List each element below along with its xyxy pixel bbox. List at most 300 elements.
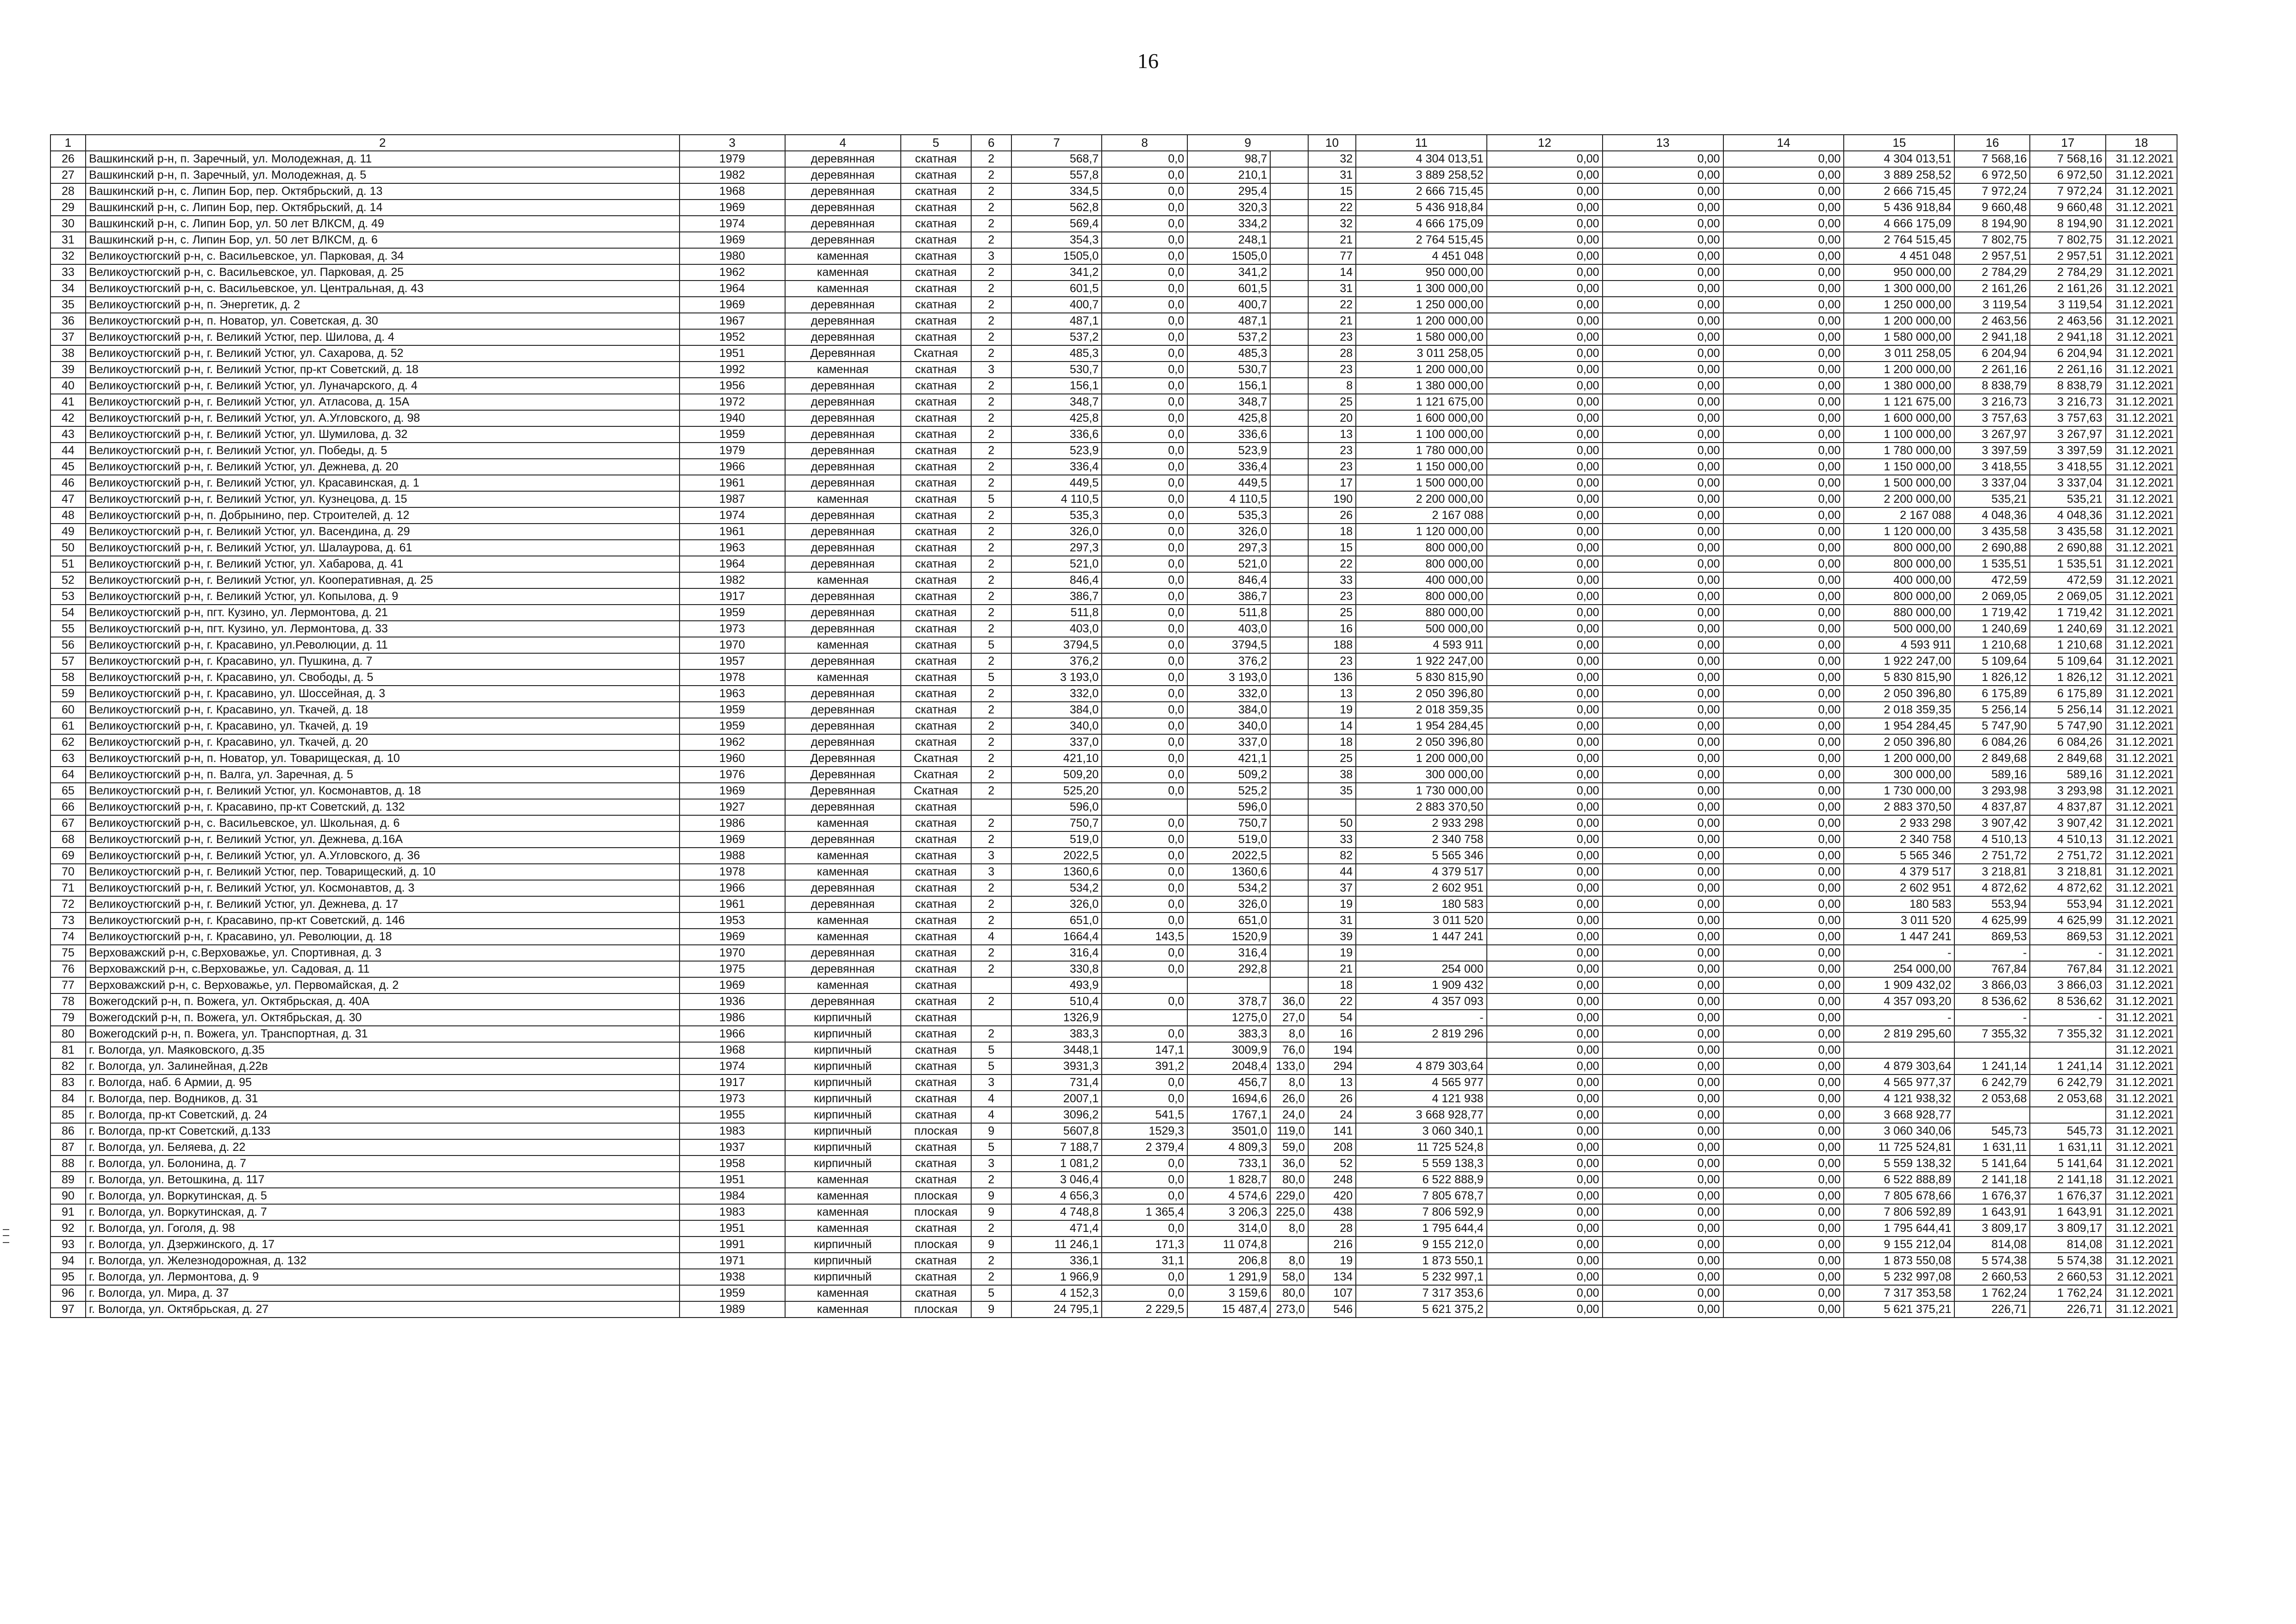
cell-col-11: 3 060 340,1 [1356,1123,1487,1139]
cell-col-13: 0,00 [1603,929,1723,945]
cell-col-18: 31.12.2021 [2106,864,2177,880]
cell-col-15: 1 200 000,00 [1844,362,1954,378]
cell-col-17: 2 463,56 [2030,313,2105,329]
cell-col-17: 4 872,62 [2030,880,2105,896]
cell-col-12: 0,00 [1487,945,1603,961]
cell-col-13: 0,00 [1603,1220,1723,1237]
cell-col-6: 2 [971,329,1011,345]
cell-col-9-sub [1270,977,1308,993]
table-row [50,880,2177,896]
cell-col-11: 254 000 [1356,961,1487,977]
cell-col-7: 403,0 [1011,621,1102,637]
cell-col-8: 0,0 [1102,718,1187,734]
cell-col-1: 45 [50,459,86,475]
cell-col-8: 0,0 [1102,653,1187,669]
cell-col-1: 33 [50,264,86,281]
cell-col-8 [1102,977,1187,993]
cell-col-1: 59 [50,686,86,702]
cell-col-7: 384,0 [1011,702,1102,718]
cell-col-14: 0,00 [1723,880,1844,896]
cell-col-12: 0,00 [1487,151,1603,167]
cell-col-1: 52 [50,572,86,588]
cell-col-15: 1 447 241 [1844,929,1954,945]
cell-col-5: скатная [901,410,971,426]
cell-col-18: 31.12.2021 [2106,232,2177,248]
cell-col-7: 525,20 [1011,783,1102,799]
cell-col-14: 0,00 [1723,1204,1844,1220]
cell-col-4: каменная [785,281,901,297]
cell-col-3: 1960 [680,750,785,767]
cell-col-15: 2 018 359,35 [1844,702,1954,718]
cell-col-12: 0,00 [1487,410,1603,426]
cell-col-17: 3 435,58 [2030,524,2105,540]
cell-col-7: 535,3 [1011,507,1102,524]
cell-col-17: 1 826,12 [2030,669,2105,686]
cell-col-12: 0,00 [1487,702,1603,718]
cell-col-9: 156,1 [1187,378,1270,394]
cell-col-9: 485,3 [1187,345,1270,362]
cell-col-3: 1959 [680,702,785,718]
cell-col-15: 4 666 175,09 [1844,216,1954,232]
cell-col-7: 400,7 [1011,297,1102,313]
cell-col-14: 0,00 [1723,475,1844,491]
address-cell: Великоустюгский р-н, г. Великий Устюг, ул. Луначарского, д. 4 [86,378,679,394]
cell-col-13: 0,00 [1603,507,1723,524]
cell-col-7: 449,5 [1011,475,1102,491]
cell-col-9: 449,5 [1187,475,1270,491]
cell-col-16: 9 660,48 [1954,200,2030,216]
table-row [50,1285,2177,1301]
cell-col-9-sub [1270,394,1308,410]
cell-col-5: скатная [901,572,971,588]
address-cell: г. Вологда, ул. Лермонтова, д. 9 [86,1269,679,1285]
table-row [50,491,2177,507]
cell-col-10: 16 [1308,1026,1356,1042]
cell-col-11: 1 447 241 [1356,929,1487,945]
table-row [50,718,2177,734]
cell-col-4: каменная [785,572,901,588]
cell-col-13: 0,00 [1603,653,1723,669]
address-cell: Верховажский р-н, с.Верховажье, ул. Спортивная, д. 3 [86,945,679,961]
cell-col-13: 0,00 [1603,945,1723,961]
cell-col-15: 180 583 [1844,896,1954,912]
cell-col-4: кирпичный [785,1010,901,1026]
cell-col-16: 6 972,50 [1954,167,2030,183]
cell-col-11: 6 522 888,9 [1356,1172,1487,1188]
cell-col-9-sub [1270,686,1308,702]
column-header-8: 8 [1102,135,1187,151]
cell-col-5: Скатная [901,345,971,362]
cell-col-5: скатная [901,848,971,864]
address-cell: Великоустюгский р-н, г. Великий Устюг, ул. Кооперативная, д. 25 [86,572,679,588]
cell-col-3: 1938 [680,1269,785,1285]
cell-col-6: 5 [971,1285,1011,1301]
cell-col-3: 1973 [680,621,785,637]
address-cell: Великоустюгский р-н, г. Великий Устюг, ул. Васендина, д. 29 [86,524,679,540]
cell-col-11: 11 725 524,8 [1356,1139,1487,1156]
cell-col-7: 471,4 [1011,1220,1102,1237]
cell-col-15: 2 602 951 [1844,880,1954,896]
cell-col-12: 0,00 [1487,1220,1603,1237]
cell-col-11: 800 000,00 [1356,540,1487,556]
table-row [50,848,2177,864]
cell-col-13: 0,00 [1603,734,1723,750]
cell-col-9-sub: 27,0 [1270,1010,1308,1026]
cell-col-9-sub [1270,232,1308,248]
cell-col-3: 1937 [680,1139,785,1156]
cell-col-8: 0,0 [1102,572,1187,588]
column-header-3: 3 [680,135,785,151]
cell-col-9-sub [1270,945,1308,961]
cell-col-9-sub [1270,183,1308,200]
cell-col-15: 1 500 000,00 [1844,475,1954,491]
cell-col-10: 31 [1308,167,1356,183]
cell-col-10: 19 [1308,945,1356,961]
table-row [50,831,2177,848]
cell-col-12: 0,00 [1487,588,1603,605]
cell-col-9-sub [1270,637,1308,653]
cell-col-17: 3 337,04 [2030,475,2105,491]
cell-col-15: 2 200 000,00 [1844,491,1954,507]
cell-col-18: 31.12.2021 [2106,621,2177,637]
cell-col-11: 2 602 951 [1356,880,1487,896]
cell-col-12: 0,00 [1487,1172,1603,1188]
cell-col-9: 400,7 [1187,297,1270,313]
cell-col-9-sub [1270,459,1308,475]
cell-col-12: 0,00 [1487,1042,1603,1058]
cell-col-8: 0,0 [1102,1026,1187,1042]
cell-col-8: 0,0 [1102,167,1187,183]
cell-col-17: 814,08 [2030,1237,2105,1253]
cell-col-11: 2 666 715,45 [1356,183,1487,200]
table-row [50,767,2177,783]
cell-col-14: 0,00 [1723,653,1844,669]
cell-col-1: 56 [50,637,86,653]
address-cell: Великоустюгский р-н, пгт. Кузино, ул. Лермонтова, д. 21 [86,605,679,621]
cell-col-10: 190 [1308,491,1356,507]
cell-col-13: 0,00 [1603,378,1723,394]
cell-col-5: плоская [901,1188,971,1204]
cell-col-8: 0,0 [1102,426,1187,443]
cell-col-15: 1 150 000,00 [1844,459,1954,475]
address-cell: Великоустюгский р-н, г. Великий Устюг, ул. Дежнева, д. 17 [86,896,679,912]
cell-col-13: 0,00 [1603,540,1723,556]
cell-col-7: 519,0 [1011,831,1102,848]
cell-col-17: 8 536,62 [2030,993,2105,1010]
column-header-15: 15 [1844,135,1954,151]
cell-col-14: 0,00 [1723,799,1844,815]
cell-col-14: 0,00 [1723,1237,1844,1253]
cell-col-11: 1 954 284,45 [1356,718,1487,734]
cell-col-8: 2 229,5 [1102,1301,1187,1318]
cell-col-9: 456,7 [1187,1074,1270,1091]
cell-col-4: кирпичный [785,1139,901,1156]
address-cell: Великоустюгский р-н, п. Энергетик, д. 2 [86,297,679,313]
cell-col-4: кирпичный [785,1042,901,1058]
cell-col-8: 0,0 [1102,1074,1187,1091]
cell-col-15: 3 060 340,06 [1844,1123,1954,1139]
cell-col-12: 0,00 [1487,216,1603,232]
table-row [50,1042,2177,1058]
cell-col-14: 0,00 [1723,167,1844,183]
cell-col-5: скатная [901,524,971,540]
cell-col-1: 65 [50,783,86,799]
cell-col-9-sub [1270,767,1308,783]
cell-col-1: 30 [50,216,86,232]
cell-col-1: 88 [50,1156,86,1172]
cell-col-14: 0,00 [1723,1253,1844,1269]
cell-col-3: 1983 [680,1123,785,1139]
cell-col-16: 869,53 [1954,929,2030,945]
cell-col-9: 326,0 [1187,896,1270,912]
cell-col-5: скатная [901,459,971,475]
cell-col-3: 1958 [680,1156,785,1172]
cell-col-12: 0,00 [1487,443,1603,459]
cell-col-12: 0,00 [1487,281,1603,297]
cell-col-12: 0,00 [1487,1107,1603,1123]
cell-col-6: 2 [971,313,1011,329]
cell-col-9-sub [1270,815,1308,831]
cell-col-16: 3 866,03 [1954,977,2030,993]
cell-col-4: каменная [785,362,901,378]
cell-col-13: 0,00 [1603,475,1723,491]
cell-col-10: 33 [1308,831,1356,848]
cell-col-8: 1529,3 [1102,1123,1187,1139]
cell-col-11: 4 357 093 [1356,993,1487,1010]
cell-col-17: 3 293,98 [2030,783,2105,799]
cell-col-9: 525,2 [1187,783,1270,799]
cell-col-5: скатная [901,880,971,896]
cell-col-16: 767,84 [1954,961,2030,977]
cell-col-5: скатная [901,1107,971,1123]
cell-col-12: 0,00 [1487,1237,1603,1253]
cell-col-15: 1 730 000,00 [1844,783,1954,799]
cell-col-8: 0,0 [1102,831,1187,848]
cell-col-10: 50 [1308,815,1356,831]
cell-col-9 [1187,977,1270,993]
cell-col-3: 1974 [680,216,785,232]
cell-col-13: 0,00 [1603,1026,1723,1042]
address-cell: Великоустюгский р-н, г. Красавино, ул. Ткачей, д. 19 [86,718,679,734]
cell-col-16: 5 256,14 [1954,702,2030,718]
cell-col-9: 750,7 [1187,815,1270,831]
cell-col-9: 537,2 [1187,329,1270,345]
cell-col-12: 0,00 [1487,734,1603,750]
cell-col-7: 3 193,0 [1011,669,1102,686]
cell-col-13: 0,00 [1603,702,1723,718]
cell-col-11: 2 340 758 [1356,831,1487,848]
cell-col-9-sub [1270,621,1308,637]
cell-col-13: 0,00 [1603,313,1723,329]
cell-col-11: 2 167 088 [1356,507,1487,524]
cell-col-17: 1 210,68 [2030,637,2105,653]
cell-col-1: 97 [50,1301,86,1318]
cell-col-16: 589,16 [1954,767,2030,783]
column-header-6: 6 [971,135,1011,151]
cell-col-3: 1940 [680,410,785,426]
cell-col-17: 4 048,36 [2030,507,2105,524]
cell-col-11 [1356,1042,1487,1058]
cell-col-3: 1968 [680,1042,785,1058]
cell-col-11: - [1356,1010,1487,1026]
cell-col-6: 5 [971,1139,1011,1156]
cell-col-10: 13 [1308,686,1356,702]
cell-col-10: 248 [1308,1172,1356,1188]
cell-col-8: 0,0 [1102,313,1187,329]
cell-col-3: 1979 [680,443,785,459]
cell-col-18: 31.12.2021 [2106,507,2177,524]
cell-col-3: 1988 [680,848,785,864]
cell-col-4: деревянная [785,426,901,443]
cell-col-6 [971,977,1011,993]
cell-col-5: скатная [901,394,971,410]
cell-col-3: 1961 [680,896,785,912]
cell-col-18: 31.12.2021 [2106,1042,2177,1058]
cell-col-11: 1 200 000,00 [1356,362,1487,378]
cell-col-1: 43 [50,426,86,443]
cell-col-16: 3 293,98 [1954,783,2030,799]
cell-col-11: 5 436 918,84 [1356,200,1487,216]
cell-col-9-sub: 36,0 [1270,1156,1308,1172]
cell-col-10: 22 [1308,297,1356,313]
cell-col-7: 11 246,1 [1011,1237,1102,1253]
cell-col-6: 2 [971,443,1011,459]
cell-col-9: 383,3 [1187,1026,1270,1042]
cell-col-13: 0,00 [1603,524,1723,540]
cell-col-9-sub [1270,491,1308,507]
cell-col-1: 36 [50,313,86,329]
cell-col-4: каменная [785,1188,901,1204]
cell-col-1: 77 [50,977,86,993]
cell-col-9: 326,0 [1187,524,1270,540]
cell-col-4: кирпичный [785,1269,901,1285]
cell-col-5: скатная [901,281,971,297]
cell-col-5: плоская [901,1204,971,1220]
cell-col-7: 386,7 [1011,588,1102,605]
cell-col-10: 21 [1308,232,1356,248]
cell-col-12: 0,00 [1487,1188,1603,1204]
cell-col-17: 1 535,51 [2030,556,2105,572]
cell-col-15: 1 909 432,02 [1844,977,1954,993]
cell-col-9: 596,0 [1187,799,1270,815]
cell-col-16: 545,73 [1954,1123,2030,1139]
cell-col-6: 4 [971,1107,1011,1123]
cell-col-4: кирпичный [785,1237,901,1253]
cell-col-5: скатная [901,621,971,637]
cell-col-17: 3 218,81 [2030,864,2105,880]
cell-col-13: 0,00 [1603,864,1723,880]
cell-col-4: деревянная [785,507,901,524]
cell-col-7: 316,4 [1011,945,1102,961]
cell-col-14: 0,00 [1723,1139,1844,1156]
address-cell: Великоустюгский р-н, п. Валга, ул. Заречная, д. 5 [86,767,679,783]
table-row [50,783,2177,799]
cell-col-17: 7 568,16 [2030,151,2105,167]
cell-col-15: 800 000,00 [1844,588,1954,605]
cell-col-8: 0,0 [1102,345,1187,362]
cell-col-9: 292,8 [1187,961,1270,977]
cell-col-3: 1959 [680,718,785,734]
cell-col-6: 2 [971,815,1011,831]
column-header-1: 1 [50,135,86,151]
cell-col-9-sub: 80,0 [1270,1285,1308,1301]
cell-col-10: 23 [1308,653,1356,669]
address-cell: Великоустюгский р-н, г. Красавино, пр-кт Советский, д. 132 [86,799,679,815]
address-cell: Великоустюгский р-н, г. Великий Устюг, ул. Дежнева, д. 20 [86,459,679,475]
cell-col-9: 336,4 [1187,459,1270,475]
cell-col-3: 1974 [680,1058,785,1074]
cell-col-16: 6 242,79 [1954,1074,2030,1091]
cell-col-10: 19 [1308,896,1356,912]
table-row [50,1058,2177,1074]
cell-col-17: 3 866,03 [2030,977,2105,993]
table-row [50,329,2177,345]
cell-col-17: 472,59 [2030,572,2105,588]
cell-col-14: 0,00 [1723,556,1844,572]
cell-col-1: 80 [50,1026,86,1042]
cell-col-3: 1961 [680,475,785,491]
cell-col-6: 2 [971,588,1011,605]
cell-col-11: 4 121 938 [1356,1091,1487,1107]
cell-col-7: 1 966,9 [1011,1269,1102,1285]
cell-col-5: скатная [901,507,971,524]
cell-col-7: 297,3 [1011,540,1102,556]
cell-col-8: 0,0 [1102,1188,1187,1204]
cell-col-17: 3 907,42 [2030,815,2105,831]
cell-col-9: 316,4 [1187,945,1270,961]
cell-col-18: 31.12.2021 [2106,1074,2177,1091]
cell-col-11: 800 000,00 [1356,588,1487,605]
cell-col-12: 0,00 [1487,1269,1603,1285]
cell-col-9-sub [1270,410,1308,426]
cell-col-7: 487,1 [1011,313,1102,329]
column-header-18: 18 [2106,135,2177,151]
cell-col-8: 1 365,4 [1102,1204,1187,1220]
cell-col-15: 1 600 000,00 [1844,410,1954,426]
cell-col-7: 521,0 [1011,556,1102,572]
cell-col-3: 1969 [680,200,785,216]
cell-col-10: 20 [1308,410,1356,426]
cell-col-13: 0,00 [1603,345,1723,362]
cell-col-15: 800 000,00 [1844,540,1954,556]
cell-col-14: 0,00 [1723,410,1844,426]
cell-col-8: 0,0 [1102,1220,1187,1237]
cell-col-18: 31.12.2021 [2106,1285,2177,1301]
table-row [50,264,2177,281]
cell-col-13: 0,00 [1603,896,1723,912]
cell-col-3: 1989 [680,1301,785,1318]
cell-col-13: 0,00 [1603,394,1723,410]
table-row [50,1269,2177,1285]
cell-col-15: - [1844,1010,1954,1026]
cell-col-17: 3 267,97 [2030,426,2105,443]
cell-col-3: 1979 [680,151,785,167]
cell-col-15: 11 725 524,81 [1844,1139,1954,1156]
cell-col-17: 553,94 [2030,896,2105,912]
cell-col-9-sub [1270,556,1308,572]
cell-col-18: 31.12.2021 [2106,783,2177,799]
address-cell: Вашкинский р-н, с. Липин Бор, пер. Октябрьский, д. 14 [86,200,679,216]
cell-col-17: 1 762,24 [2030,1285,2105,1301]
cell-col-8: 0,0 [1102,848,1187,864]
table-row [50,864,2177,880]
cell-col-11 [1356,945,1487,961]
cell-col-6: 2 [971,200,1011,216]
cell-col-13: 0,00 [1603,718,1723,734]
cell-col-13: 0,00 [1603,977,1723,993]
cell-col-13: 0,00 [1603,588,1723,605]
cell-col-11: 2 050 396,80 [1356,734,1487,750]
